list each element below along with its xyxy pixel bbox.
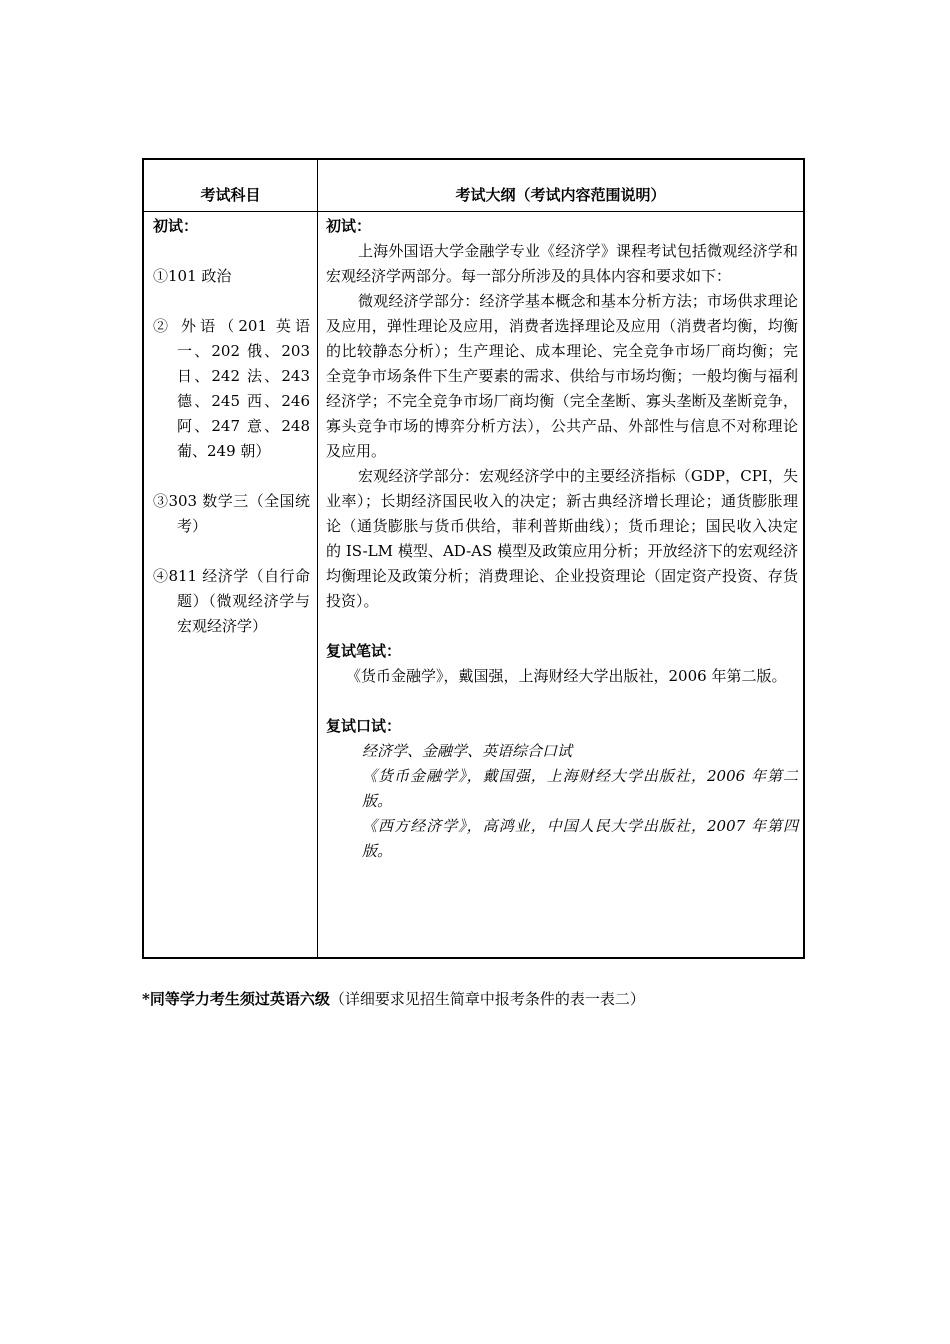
initial-exam-label: 初试： [326,217,372,235]
exam-syllabus-table [142,158,805,959]
retest-oral-item: 《西方经济学》，高鸿业，中国人民大学出版社，2007 年第四版。 [362,817,798,860]
retest-oral-item: 经济学、金融学、英语综合口试 [362,742,573,760]
retest-written-label: 复试笔试： [326,642,402,660]
retest-oral-item: 《货币金融学》，戴国强，上海财经大学出版社，2006 年第二版。 [362,767,798,810]
microeconomics-section: 微观经济学部分：经济学基本概念和基本分析方法；市场供求理论及应用，弹性理论及应用，消费者选择理论及应用（消费者均衡，均衡的比较静态分析）；生产理论、成本理论、完全竞争市场厂商均衡；完全竞争市场条件下生产要素的需求、供给与市场均衡；一般均衡与福利经济学；不完全竞争市场厂商均衡（完全垄断、寡头垄断及垄断竞争，寡头竞争市场的博弈分析方法），公共产品、外部性与信息不对称理论及应用。 [326,292,798,460]
subject-item: ③303 数学三（全国统考） [153,492,310,535]
footnote-detail: （详细要求见招生简章中报考条件的表一表二） [329,990,645,1008]
syllabus-intro: 上海外国语大学金融学专业《经济学》课程考试包括微观经济学和宏观经济学两部分。每一部分所涉及的具体内容和要求如下： [326,242,798,285]
subject-item: ①101 政治 [153,267,232,285]
syllabus-column [326,214,798,864]
equivalent-education-footnote [142,986,842,1012]
footnote-bold: *同等学力考生须过英语六级 [142,990,330,1008]
subjects-column [153,214,310,664]
header-exam-syllabus: 考试大纲（考试内容范围说明） [455,186,666,204]
column-divider [317,160,318,957]
subject-item: ② 外语（201 英语一、202 俄、203 日、242 法、243 德、245 西、246 阿、247 意、248 葡、249 朝） [153,317,310,460]
retest-written-book: 《货币金融学》，戴国强，上海财经大学出版社，2006 年第二版。 [346,667,787,685]
macroeconomics-section: 宏观经济学部分：宏观经济学中的主要经济指标（GDP，CPI，失业率）；长期经济国民收入的决定；新古典经济增长理论；通货膨胀理论（通货膨胀与货币供给，菲利普斯曲线）；货币理论；国民收入决定的 IS-LM 模型、AD-AS 模型及政策应用分析；开放经济下的宏观经济均衡理论及政策分析；消费理论、企业投资理论（固定资产投资、存货投资）。 [326,467,798,610]
subject-item: ④811 经济学（自行命题）（微观经济学与宏观经济学） [153,567,310,635]
header-exam-subjects: 考试科目 [200,186,261,204]
initial-exam-label: 初试： [153,217,199,235]
retest-oral-label: 复试口试： [326,717,402,735]
header-divider [144,211,803,212]
